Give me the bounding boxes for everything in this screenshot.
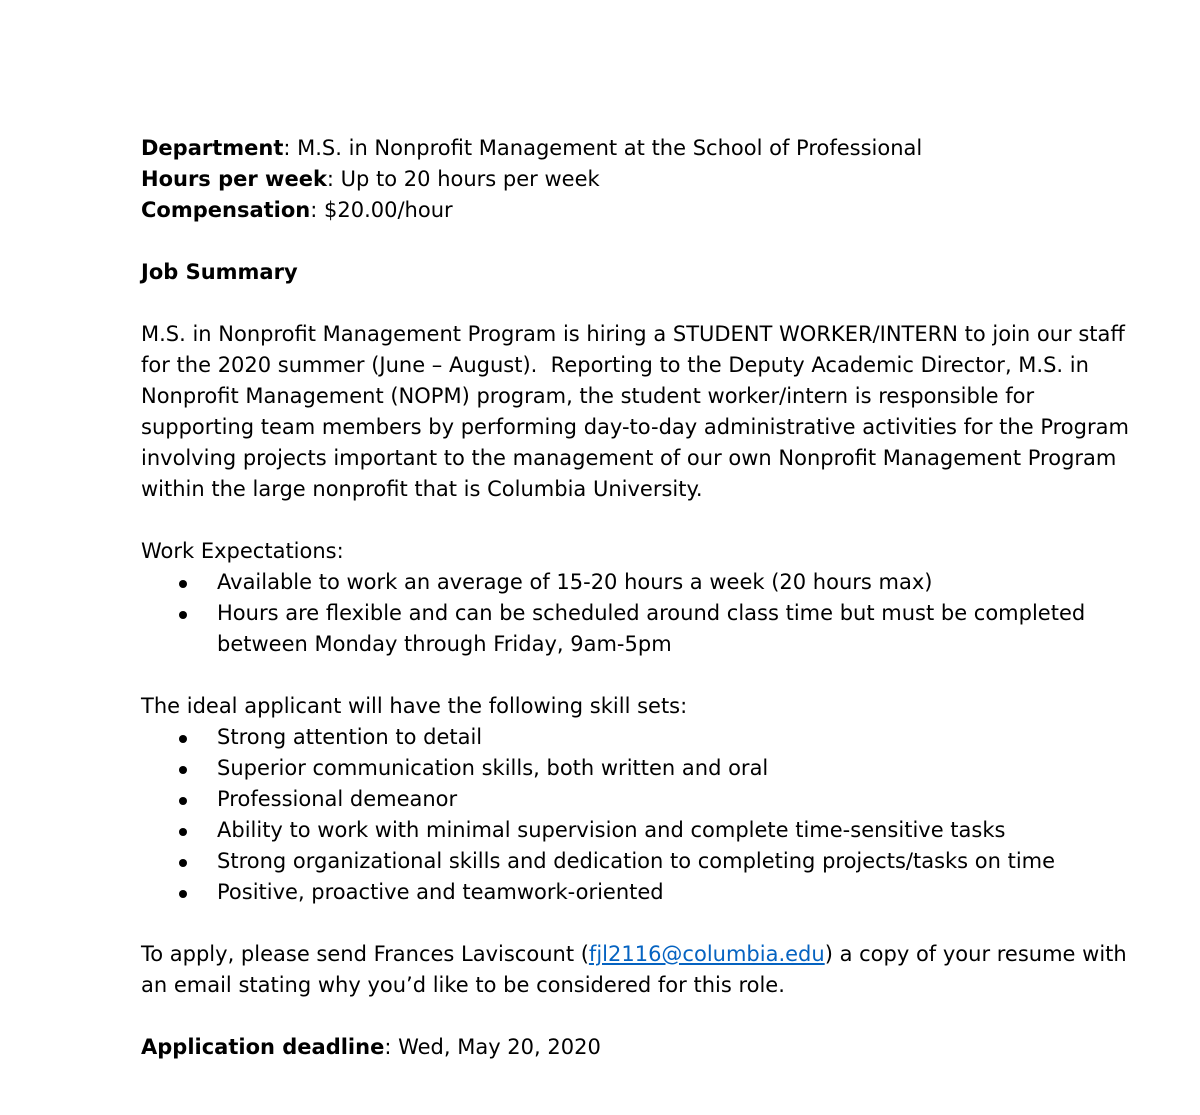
list-item: Positive, proactive and teamwork-oriented bbox=[141, 877, 1141, 908]
deadline-value: : Wed, May 20, 2020 bbox=[384, 1035, 601, 1059]
hours-value: : Up to 20 hours per week bbox=[326, 167, 600, 191]
job-summary-heading: Job Summary bbox=[141, 260, 298, 284]
bullet-icon bbox=[179, 580, 187, 588]
list-item: Hours are flexible and can be scheduled around class time but must be completed bbox=[141, 598, 1141, 629]
bullet-icon bbox=[179, 797, 187, 805]
job-posting-document bbox=[141, 133, 1141, 1063]
compensation-value: : $20.00/hour bbox=[310, 198, 453, 222]
deadline-label: Application deadline bbox=[141, 1035, 385, 1059]
hours-label: Hours per week bbox=[141, 167, 327, 191]
list-item: Ability to work with minimal supervision and complete time-sensitive tasks bbox=[141, 815, 1141, 846]
job-summary-paragraph bbox=[141, 319, 1141, 505]
list-item: Available to work an average of 15-20 hours a week (20 hours max) bbox=[141, 567, 1141, 598]
work-expectations-heading: Work Expectations: bbox=[141, 539, 344, 563]
list-item-continuation: between Monday through Friday, 9am-5pm bbox=[217, 632, 672, 656]
bullet-icon bbox=[179, 735, 187, 743]
deadline-line bbox=[141, 1032, 1141, 1063]
list-item: Strong attention to detail bbox=[141, 722, 1141, 753]
bullet-icon bbox=[179, 766, 187, 774]
bullet-icon bbox=[179, 890, 187, 898]
spacer bbox=[141, 1001, 1141, 1032]
list-item: Superior communication skills, both written and oral bbox=[141, 753, 1141, 784]
summary-line: for the 2020 summer (June – August). Reporting to the Deputy Academic Director, M.S. in bbox=[141, 353, 1089, 377]
department-label: Department bbox=[141, 136, 284, 160]
compensation-line bbox=[141, 195, 1141, 226]
list-item: Professional demeanor bbox=[141, 784, 1141, 815]
skill-sets-list bbox=[141, 722, 1141, 908]
apply-suffix: ) a copy of your resume with bbox=[824, 942, 1127, 966]
summary-line: involving projects important to the management of our own Nonprofit Management Program bbox=[141, 446, 1117, 470]
spacer bbox=[141, 908, 1141, 939]
bullet-icon bbox=[179, 611, 187, 619]
compensation-label: Compensation bbox=[141, 198, 311, 222]
apply-prefix: To apply, please send Frances Laviscount ( bbox=[141, 942, 589, 966]
spacer bbox=[141, 226, 1141, 257]
department-value: : M.S. in Nonprofit Management at the School of Professional bbox=[283, 136, 923, 160]
summary-line: Nonprofit Management (NOPM) program, the student worker/intern is responsible for bbox=[141, 384, 1035, 408]
bullet-icon bbox=[179, 859, 187, 867]
department-line bbox=[141, 133, 1141, 164]
skill-sets-heading: The ideal applicant will have the following skill sets: bbox=[141, 694, 688, 718]
apply-line bbox=[141, 939, 1141, 970]
bullet-icon bbox=[179, 828, 187, 836]
summary-line: supporting team members by performing day-to-day administrative activities for the Program bbox=[141, 415, 1129, 439]
contact-email-link[interactable]: fjl2116@columbia.edu bbox=[588, 942, 825, 966]
summary-line: within the large nonprofit that is Columbia University. bbox=[141, 477, 703, 501]
apply-line-2: an email stating why you’d like to be considered for this role. bbox=[141, 973, 785, 997]
spacer bbox=[141, 288, 1141, 319]
spacer bbox=[141, 505, 1141, 536]
summary-line: M.S. in Nonprofit Management Program is hiring a STUDENT WORKER/INTERN to join our staff bbox=[141, 322, 1125, 346]
work-expectations-list bbox=[141, 567, 1141, 660]
hours-line bbox=[141, 164, 1141, 195]
list-item: Strong organizational skills and dedication to completing projects/tasks on time bbox=[141, 846, 1141, 877]
spacer bbox=[141, 660, 1141, 691]
